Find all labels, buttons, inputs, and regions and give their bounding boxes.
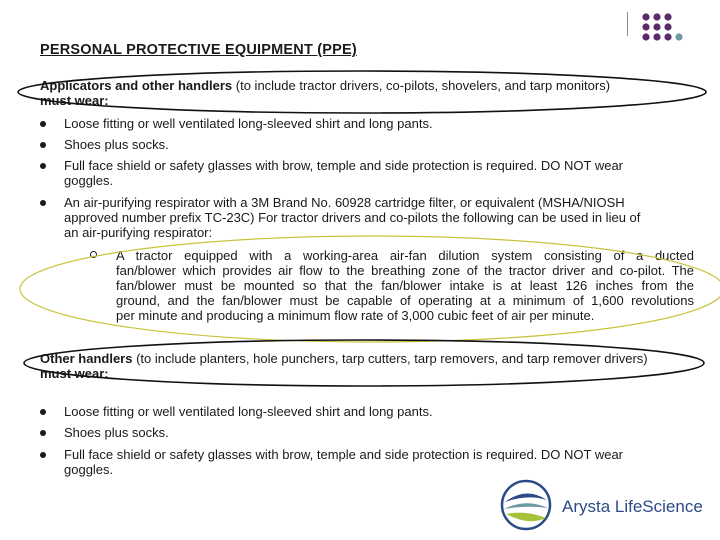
page-title: PERSONAL PROTECTIVE EQUIPMENT (PPE) bbox=[40, 42, 357, 58]
sub-bullet-line: per minute and producing a minimum flow rate of 3,000 cubic feet of air per minute. bbox=[116, 308, 595, 323]
list-item-continuation: an air-purifying respirator: bbox=[64, 225, 213, 240]
highlight-ellipse-section2 bbox=[24, 340, 704, 386]
section1-heading-bold: Applicators and other handlers bbox=[40, 78, 233, 93]
section2-heading-bold: Other handlers bbox=[40, 351, 133, 366]
section2-heading-rest: (to include planters, hole punchers, tarp cutters, tarp removers, and tarp remover drivers) bbox=[132, 351, 648, 366]
logo-text: Arysta LifeScience bbox=[562, 497, 703, 516]
arysta-logo-icon bbox=[498, 478, 558, 532]
highlight-ellipse-fan-system bbox=[20, 236, 720, 342]
highlight-ellipse-section1 bbox=[18, 71, 706, 113]
section1-heading-rest: (to include tractor drivers, co-pilots, shovelers, and tarp monitors) bbox=[232, 78, 611, 93]
list-item-continuation: goggles. bbox=[64, 462, 114, 477]
list-item-continuation: goggles. bbox=[64, 173, 114, 188]
company-logo bbox=[498, 478, 708, 532]
sub-bullet-line: fan/blower which provides air flow to the breathing zone of the tractor driver and co-pilot. The bbox=[116, 263, 694, 278]
sub-bullet-line: ground, and the fan/blower must be capable of operating at a minimum of 1,600 revolutions bbox=[116, 293, 694, 308]
sub-bullet-line: A tractor equipped with a working-area air-fan dilution system consisting of a ducted bbox=[116, 248, 694, 263]
list-item-continuation: approved number prefix TC-23C) For tractor drivers and co-pilots the following can be used in lieu of bbox=[64, 210, 641, 225]
section1-heading-line2: must wear: bbox=[40, 93, 109, 108]
section2-heading-line2: must wear: bbox=[40, 366, 109, 381]
sub-bullet-line: fan/blower must be mounted so that the fan/blower intake is at least 126 inches from the bbox=[116, 278, 694, 293]
